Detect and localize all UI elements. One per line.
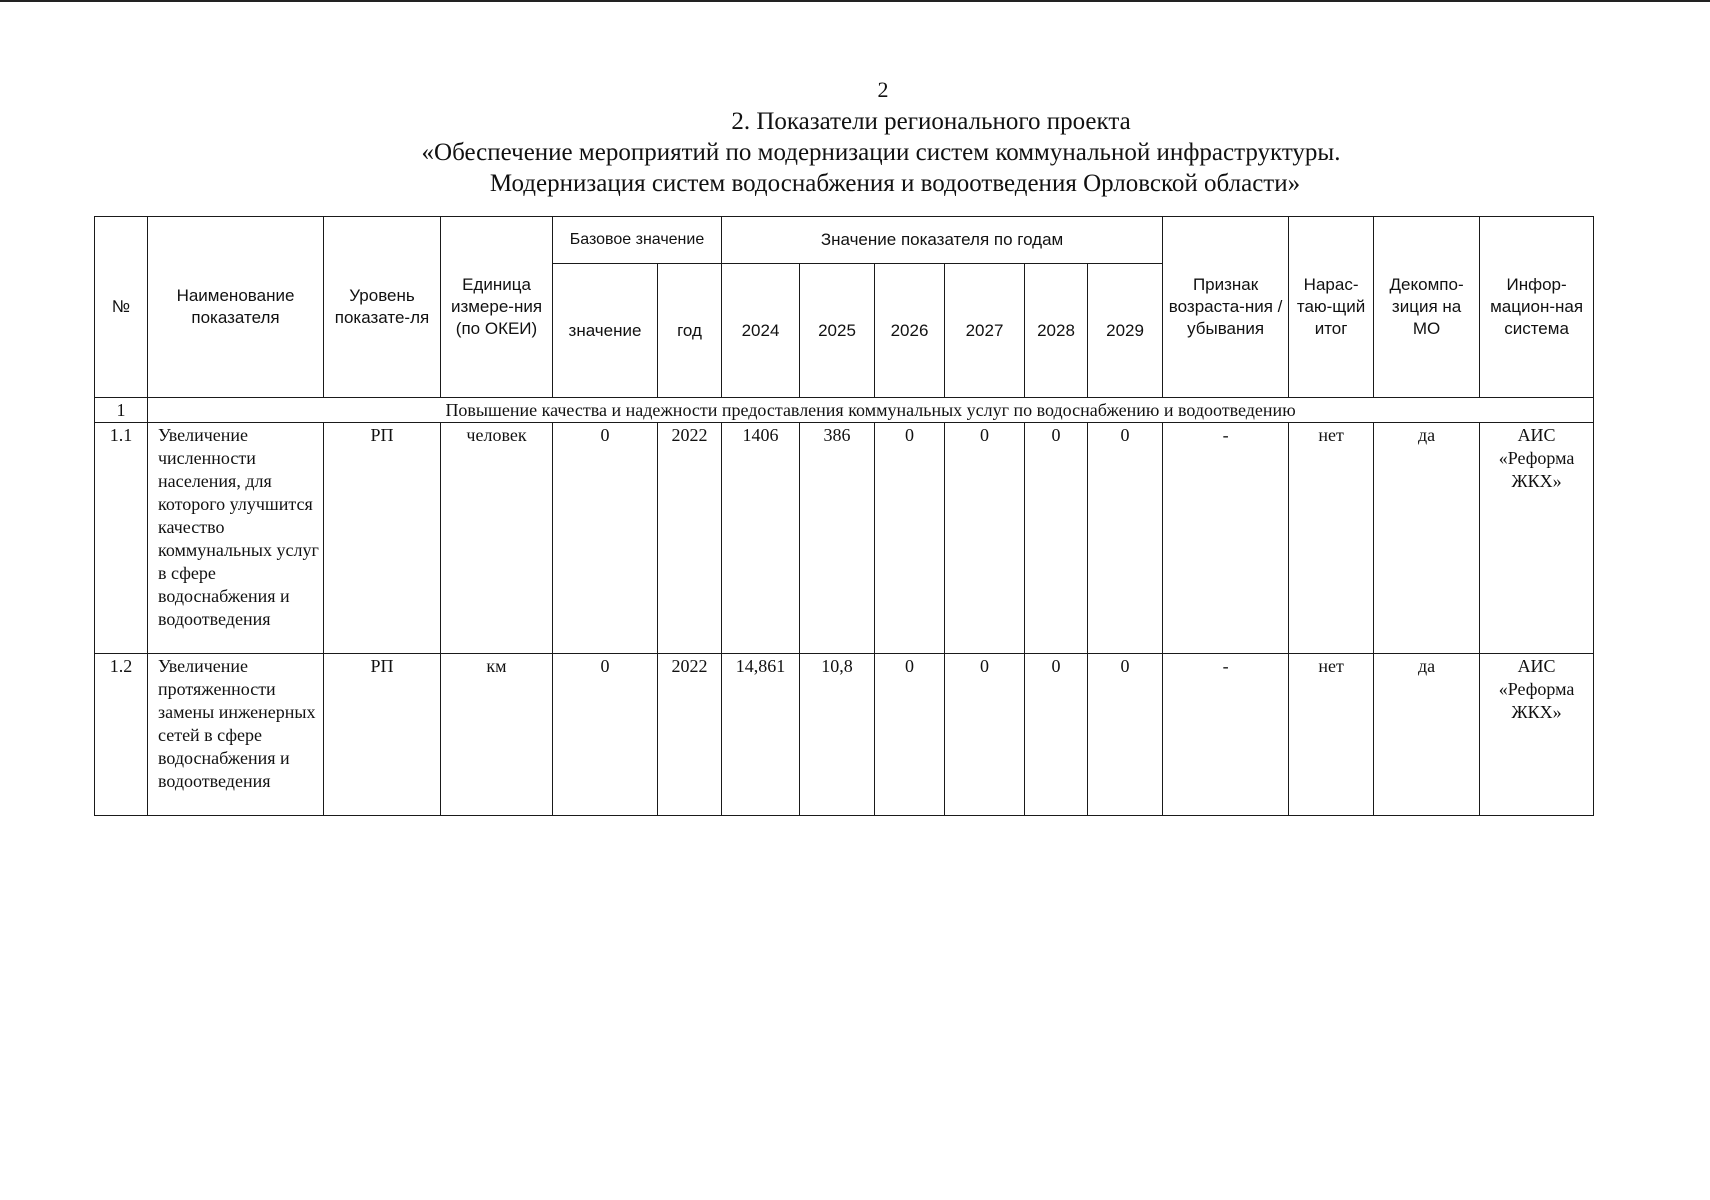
indicators-table [94,216,1594,816]
row-info-system: АИС «Реформа ЖКХ» [1480,654,1594,816]
row-info-system: АИС «Реформа ЖКХ» [1480,423,1594,654]
row-base-value: 0 [553,423,658,654]
row-value-2026: 0 [875,423,945,654]
header-trend: Признак возраста-ния / убывания [1163,217,1289,398]
header-base: Базовое значение [553,217,722,264]
table-row [95,423,1594,654]
row-level: РП [324,423,441,654]
table-row [95,654,1594,816]
row-name: Увеличение численности населения, для которого улучшится качество коммунальных услуг в сфере водоснабжения и водоотведения [148,423,324,654]
row-decomposition: да [1374,654,1480,816]
title-line-3: Модернизация систем водоснабжения и водоотведения Орловской области» [489,170,1301,197]
header-year-2027: 2027 [945,264,1025,398]
row-trend: - [1163,423,1289,654]
header-info-system: Инфор-мацион-ная система [1480,217,1594,398]
row-base-year: 2022 [658,423,722,654]
page-top-edge [0,0,1710,2]
row-value-2025: 386 [800,423,875,654]
title-line-2: «Обеспечение мероприятий по модернизации систем коммунальной инфраструктуры. [421,139,1341,166]
row-cumulative: нет [1289,423,1374,654]
row-value-2029: 0 [1088,423,1163,654]
row-cumulative: нет [1289,654,1374,816]
header-cumulative: Нарас-таю-щий итог [1289,217,1374,398]
row-name: Увеличение протяженности замены инженерных сетей в сфере водоснабжения и водоотведения [148,654,324,816]
row-value-2028: 0 [1025,654,1088,816]
header-year-2026: 2026 [875,264,945,398]
row-unit: км [441,654,553,816]
row-level: РП [324,654,441,816]
row-value-2025: 10,8 [800,654,875,816]
row-value-2027: 0 [945,654,1025,816]
row-value-2024: 1406 [722,423,800,654]
row-value-2028: 0 [1025,423,1088,654]
row-unit: человек [441,423,553,654]
section-row [95,398,1594,423]
header-year-2028: 2028 [1025,264,1088,398]
header-by-years: Значение показателя по годам [722,217,1163,264]
section-title: Повышение качества и надежности предоставления коммунальных услуг по водоснабжению и водоотведению [148,398,1594,423]
header-name: Наименование показателя [148,217,324,398]
title-line-1: 2. Показатели регионального проекта [731,108,1131,135]
row-value-2027: 0 [945,423,1025,654]
row-value-2024: 14,861 [722,654,800,816]
header-level: Уровень показате-ля [324,217,441,398]
row-base-year: 2022 [658,654,722,816]
row-trend: - [1163,654,1289,816]
row-value-2026: 0 [875,654,945,816]
header-year-2029: 2029 [1088,264,1163,398]
row-base-value: 0 [553,654,658,816]
document-title [0,106,1710,199]
header-year-2025: 2025 [800,264,875,398]
header-decomposition: Декомпо-зиция на МО [1374,217,1480,398]
section-num: 1 [95,398,148,423]
header-base-year: год [658,264,722,398]
header-num: № [95,217,148,398]
row-num: 1.2 [95,654,148,816]
header-year-2024: 2024 [722,264,800,398]
header-base-value: значение [553,264,658,398]
header-unit: Единица измере-ния (по ОКЕИ) [441,217,553,398]
row-decomposition: да [1374,423,1480,654]
row-num: 1.1 [95,423,148,654]
row-value-2029: 0 [1088,654,1163,816]
page-number: 2 [877,77,889,102]
